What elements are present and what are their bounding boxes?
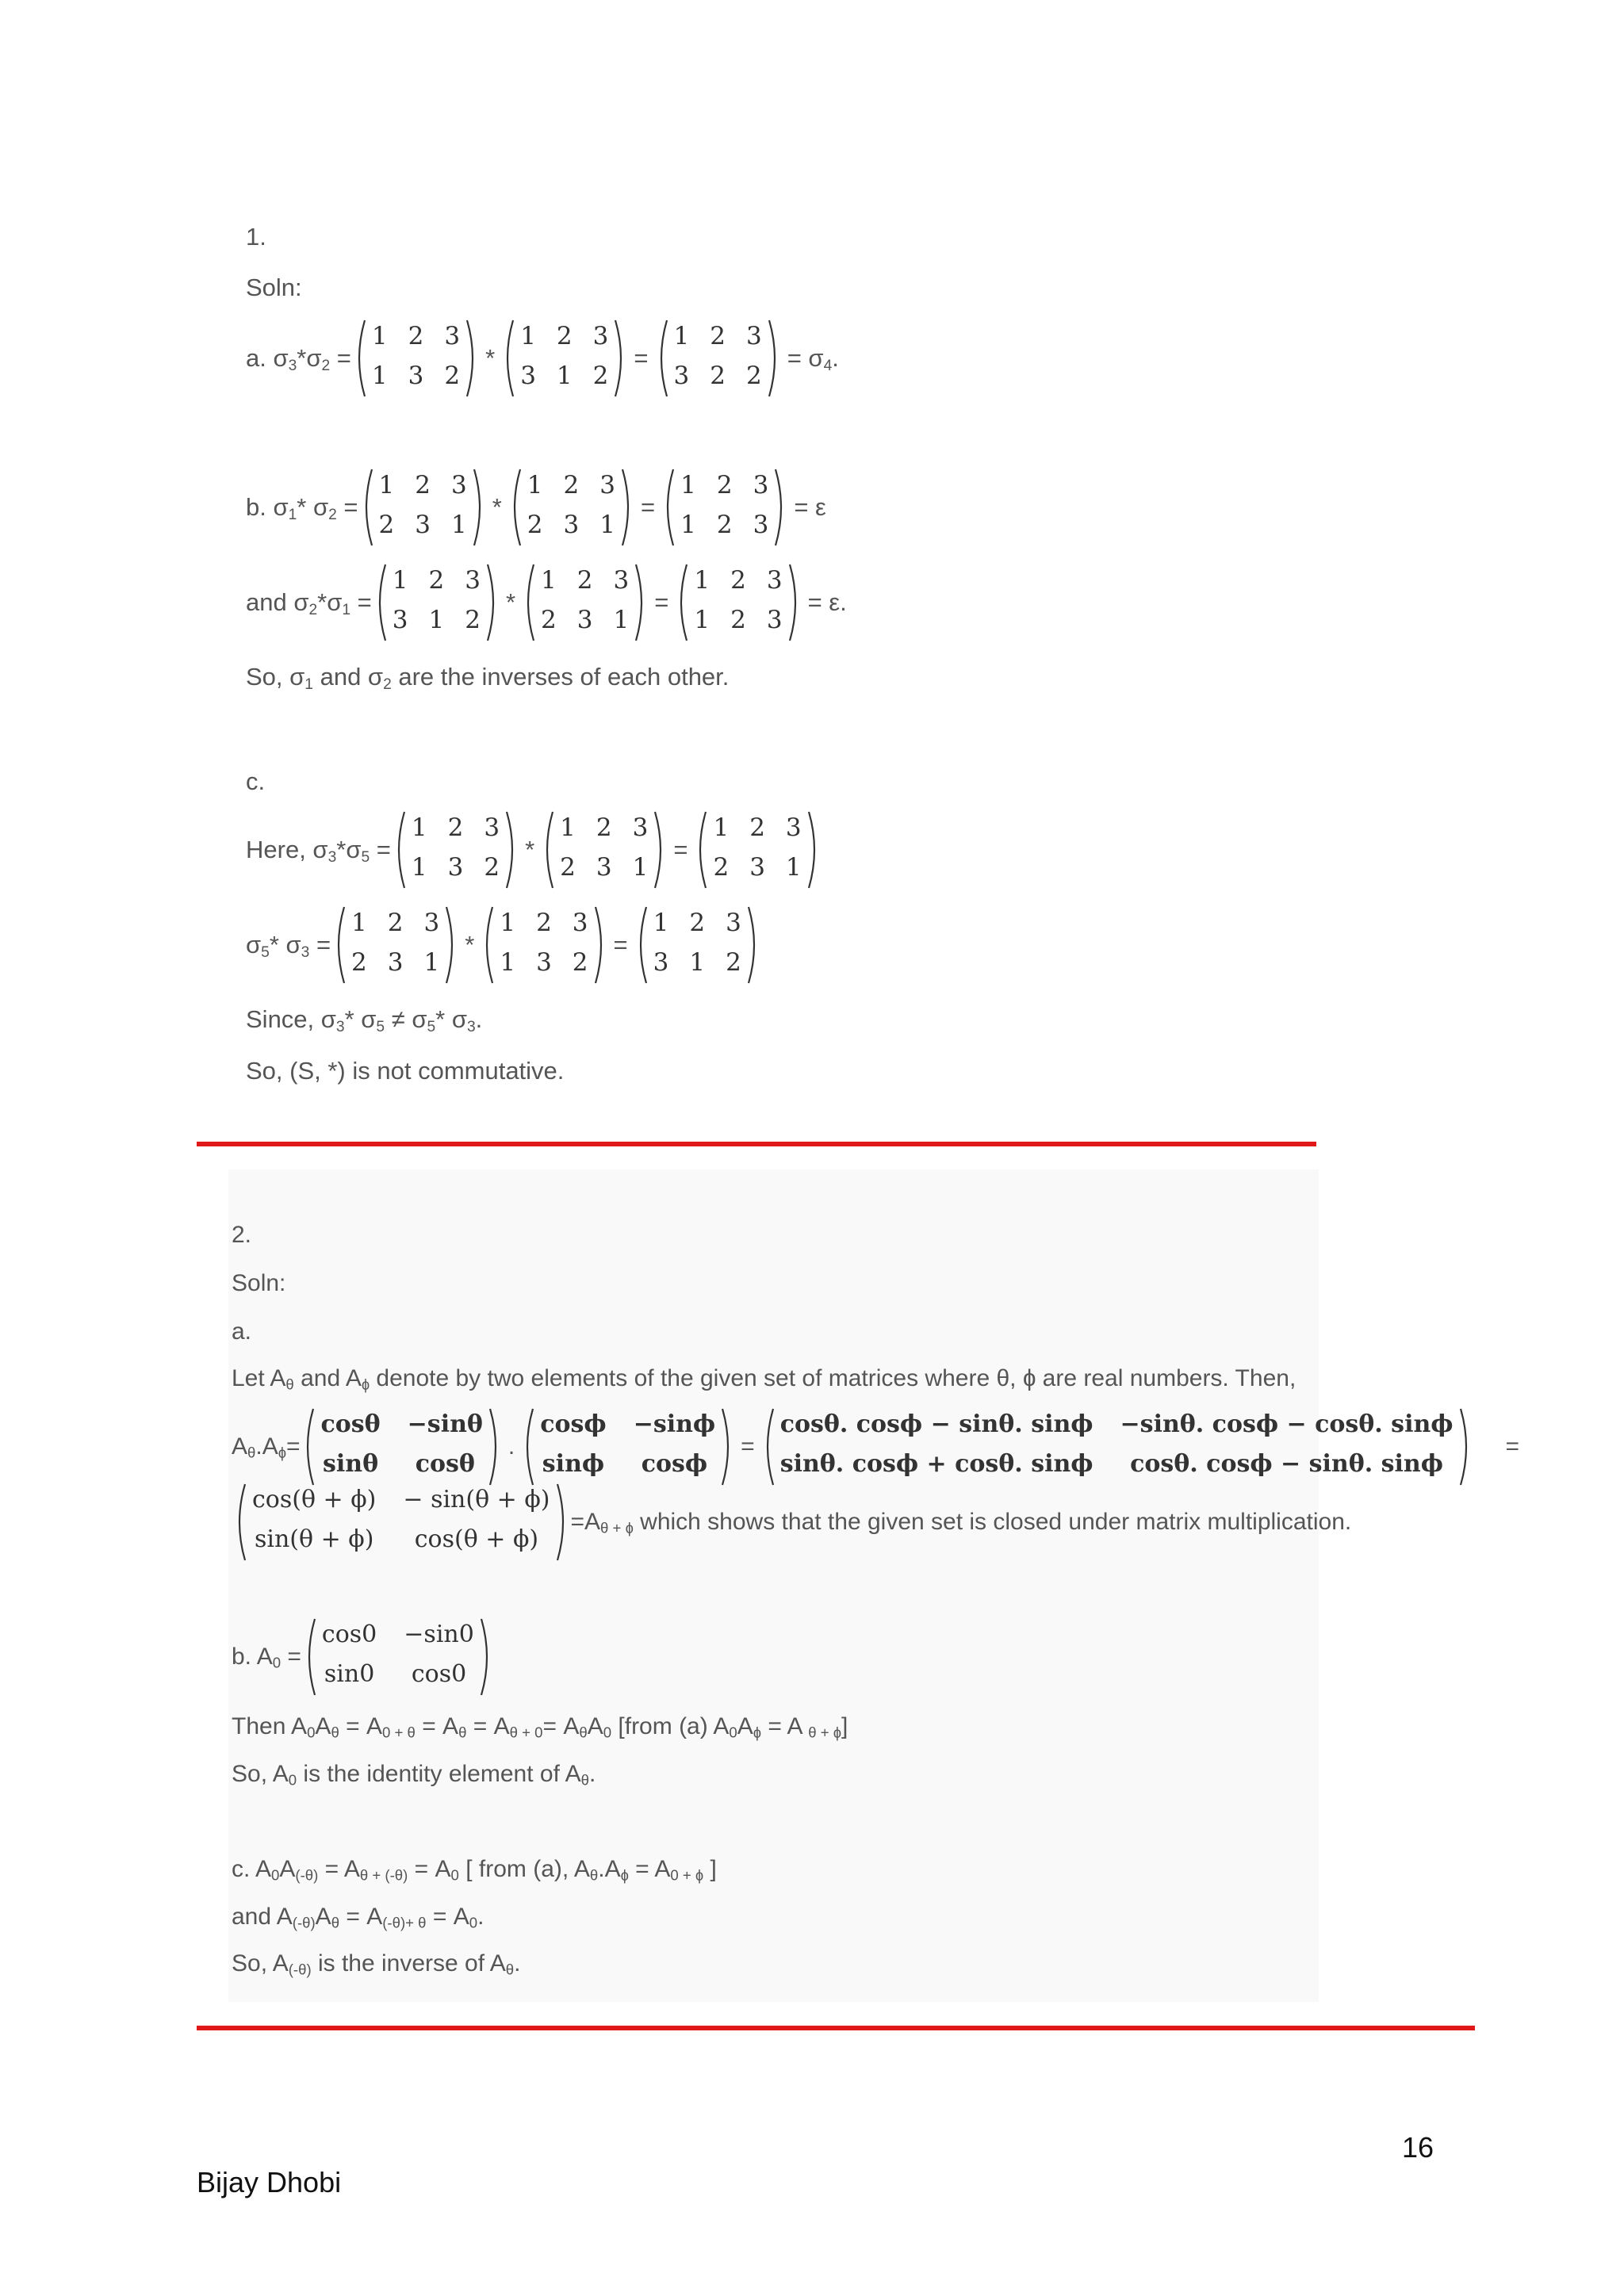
matrix-cell: 3: [450, 471, 467, 499]
matrix-cell: 3: [753, 471, 769, 499]
matrix-cell: cosθ. cosϕ − sinθ. sinϕ: [1130, 1450, 1443, 1478]
author-name: Bijay Dhobi: [197, 2166, 342, 2198]
bottom-rule: [197, 2026, 1475, 2030]
matrix-entries: [316, 1407, 487, 1487]
matrix: [501, 319, 627, 398]
matrix-cell: 1: [613, 606, 630, 634]
matrix-entries: [535, 1407, 720, 1487]
problem1-number: 1.: [246, 223, 266, 251]
matrix-cell: 3: [465, 566, 481, 595]
left-paren: [481, 905, 495, 985]
matrix-cell: cosθ: [320, 1410, 381, 1438]
eq-1c-first: [246, 810, 822, 890]
matrix-cell: 3: [444, 322, 461, 350]
matrix-cell: 2: [689, 909, 706, 937]
matrix-cell: 3: [673, 362, 690, 390]
matrix-cell: 2: [560, 853, 576, 882]
matrix: [694, 810, 820, 890]
matrix-cell: 1: [371, 362, 388, 390]
right-paren: [746, 905, 760, 985]
matrix-cell: sin(θ + ϕ): [254, 1525, 374, 1553]
matrix-cell: 1: [527, 471, 543, 499]
matrix-cell: sinϕ: [542, 1450, 605, 1478]
left-paren: [675, 563, 689, 642]
matrix-cell: 3: [653, 948, 669, 977]
left-paren: [360, 468, 374, 547]
problem2-intro: Let $A_\theta$ and $A_ɸ$ denote by two elements of the given set of matrices where θ, ɸ are real numbers. Then,: [232, 1365, 1297, 1393]
matrix-entries: [515, 319, 613, 398]
left-paren: [761, 1407, 776, 1487]
matrix-cell: sinθ. cosϕ + cosθ. sinϕ: [779, 1450, 1094, 1478]
matrix-cell: 3: [572, 909, 588, 937]
left-paren: [233, 1483, 247, 1562]
matrix-cell: sin0: [324, 1660, 375, 1688]
closure-text: $=A_{\theta + ɸ}$ which shows that the given set is closed under matrix multiplication.: [570, 1509, 1352, 1536]
matrix-cell: 3: [484, 813, 500, 842]
eq-1a: [246, 319, 844, 398]
matrix-entries: [676, 468, 773, 547]
matrix-cell: 2: [527, 511, 543, 539]
problem2-soln: Soln:: [232, 1270, 286, 1296]
matrix-cell: 2: [428, 566, 445, 595]
matrix: [661, 468, 787, 547]
matrix-cell: 2: [726, 948, 741, 977]
eq-1c-first-lhs: Here, $\sigma_3*\sigma_5$ =: [246, 836, 391, 866]
matrix: [360, 468, 486, 547]
matrix-cell: 3: [387, 948, 404, 977]
matrix-cell: 1: [673, 322, 690, 350]
matrix-cell: 3: [536, 948, 552, 977]
matrix-cell: 3: [785, 813, 802, 842]
right-paren: [620, 468, 634, 547]
matrix-cell: cos(θ + ϕ): [252, 1486, 377, 1513]
matrix-cell: 3: [766, 566, 783, 595]
matrix-entries: [388, 563, 485, 642]
left-paren: [301, 1407, 316, 1487]
left-paren: [303, 1617, 317, 1697]
right-paren: [773, 468, 787, 547]
matrix: [301, 1407, 501, 1487]
matrix-cell: 3: [753, 511, 769, 539]
matrix-entries: [536, 563, 634, 642]
problem1-c-label: c.: [246, 767, 266, 795]
matrix-cell: 1: [689, 948, 706, 977]
matrix-cell: 1: [556, 362, 573, 390]
matrix-cell: 2: [716, 471, 733, 499]
matrix-cell: −sinθ. cosϕ − cosθ. sinϕ: [1120, 1410, 1454, 1438]
matrix: [522, 563, 648, 642]
matrix-cell: 2: [351, 948, 367, 977]
matrix-cell: 2: [592, 362, 609, 390]
matrix: [634, 905, 760, 985]
matrix-cell: 3: [599, 471, 615, 499]
left-paren: [373, 563, 388, 642]
matrix-cell: 3: [563, 511, 580, 539]
matrix-cell: 3: [596, 853, 612, 882]
left-paren: [541, 810, 555, 890]
matrix-cell: 2: [541, 606, 557, 634]
left-paren: [521, 1407, 535, 1487]
matrix-cell: 2: [749, 813, 765, 842]
matrix-cell: 2: [387, 909, 404, 937]
matrix-cell: 2: [563, 471, 580, 499]
equals-sign: =: [654, 588, 669, 616]
matrix-entries: [317, 1617, 479, 1697]
left-paren: [522, 563, 536, 642]
matrix-cell: 1: [520, 322, 536, 350]
right-paren: [504, 810, 519, 890]
eq-1c-second-lhs: $\sigma_5*$ $\sigma_3$ =: [246, 931, 331, 961]
times-sign: *: [525, 836, 535, 863]
problem1-conclusion: So, (S, *) is not commutative.: [246, 1057, 565, 1085]
matrix-cell: cos0: [411, 1660, 467, 1688]
matrix-cell: 1: [411, 853, 427, 882]
matrix-entries: [374, 468, 472, 547]
right-paren: [488, 1407, 502, 1487]
times-sign: *: [505, 588, 516, 616]
eq-1b-first-rhs: = ε: [794, 493, 826, 521]
problem2-c-second: and $A_{(-\theta)}A_\theta = A_{(-\theta)+ \theta} = A_0$.: [232, 1904, 485, 1931]
matrix-cell: 1: [500, 948, 516, 977]
matrix-cell: 3: [392, 606, 408, 634]
matrix-cell: cos0: [321, 1621, 377, 1648]
matrix-cell: 1: [371, 322, 388, 350]
page-number: 16: [1402, 2131, 1434, 2164]
matrix-cell: 1: [560, 813, 576, 842]
matrix-cell: 2: [710, 362, 726, 390]
matrix-entries: [407, 810, 504, 890]
equals-sign: =: [613, 931, 628, 959]
matrix-entries: [495, 905, 592, 985]
matrix-cell: 1: [351, 909, 367, 937]
matrix-cell: 1: [713, 813, 730, 842]
matrix-cell: 2: [447, 813, 464, 842]
right-paren: [634, 563, 648, 642]
problem1-since: Since, $\sigma_3*$ $\sigma_5 \ne \sigma_5*$ $\sigma_3$.: [246, 1005, 483, 1035]
matrix-cell: 1: [785, 853, 802, 882]
matrix-cell: 1: [450, 511, 467, 539]
matrix-cell: 1: [632, 853, 649, 882]
left-paren: [501, 319, 515, 398]
eq-2b-lhs: b. $A_0$ =: [232, 1644, 301, 1671]
matrix-cell: 3: [415, 511, 431, 539]
problem2-b-conclusion: So, $A_0$ is the identity element of $A_\theta$.: [232, 1761, 596, 1789]
matrix-cell: 2: [713, 853, 730, 882]
matrix-cell: 3: [745, 322, 762, 350]
eq-1b-first: [246, 468, 831, 547]
matrix-cell: 1: [378, 471, 395, 499]
matrix-cell: 1: [694, 566, 710, 595]
problem1-b-conclusion: So, $\sigma_1$ and $\sigma_2$ are the inverses of each other.: [246, 663, 730, 693]
left-paren: [353, 319, 367, 398]
matrix: [508, 468, 634, 547]
matrix-cell: 1: [680, 511, 696, 539]
problem2-number: 2.: [232, 1222, 252, 1248]
dot-sign: .: [508, 1433, 515, 1460]
matrix-cell: 2: [745, 362, 762, 390]
matrix-cell: cosθ: [415, 1450, 475, 1478]
matrix: [655, 319, 781, 398]
times-sign: *: [492, 493, 502, 521]
eq-1b-second-lhs: and $\sigma_2*\sigma_1$ =: [246, 588, 372, 618]
matrix-cell: cos(θ + ϕ): [414, 1525, 539, 1553]
matrix-cell: 1: [653, 909, 669, 937]
matrix-cell: 3: [632, 813, 649, 842]
matrix-entries: [367, 319, 465, 398]
matrix-cell: 2: [408, 322, 424, 350]
eq-1b-second-rhs: = ε.: [807, 588, 847, 616]
divider-rule: [197, 1142, 1316, 1146]
matrix-cell: 3: [520, 362, 536, 390]
matrix-cell: −sinθ: [407, 1410, 483, 1438]
matrix: [521, 1407, 734, 1487]
times-sign: *: [485, 344, 496, 372]
eq-2a-closure: [232, 1483, 1351, 1562]
eq-1a-lhs: a. $\sigma_3*\sigma_2$ =: [246, 344, 351, 374]
matrix-cell: 2: [536, 909, 552, 937]
matrix-cell: 2: [378, 511, 395, 539]
eq-1b-second: [246, 563, 852, 642]
matrix-cell: cosθ. cosϕ − sinθ. sinϕ: [779, 1410, 1094, 1438]
equals-sign: =: [1505, 1433, 1520, 1460]
matrix-cell: 3: [592, 322, 609, 350]
problem2-b-then: Then $A_0A_\theta = A_{0 + \theta} = A_\theta = A_{\theta + 0}= A_\theta A_0$ [from (a) $A_0A_ɸ = A$ $_{\theta + ɸ}$]: [232, 1713, 848, 1741]
eq-1a-rhs: = $\sigma_4$.: [787, 344, 839, 374]
equals-sign: =: [641, 493, 656, 521]
matrix-entries: [347, 905, 444, 985]
right-paren: [593, 905, 607, 985]
matrix-cell: 1: [500, 909, 516, 937]
equals-sign: =: [741, 1433, 755, 1460]
eq-1b-first-lhs: b. $\sigma_1*$ $\sigma_2$ =: [246, 493, 358, 523]
right-paren: [444, 905, 458, 985]
left-paren: [393, 810, 407, 890]
matrix-cell: 2: [710, 322, 726, 350]
left-paren: [634, 905, 649, 985]
matrix-cell: 2: [484, 853, 500, 882]
right-paren: [1458, 1407, 1473, 1487]
matrix-cell: 2: [465, 606, 481, 634]
right-paren: [720, 1407, 734, 1487]
problem1-soln: Soln:: [246, 274, 302, 301]
matrix-cell: −sinϕ: [633, 1410, 716, 1438]
matrix-cell: 1: [694, 606, 710, 634]
matrix-cell: 1: [541, 566, 557, 595]
matrix-entries: [689, 563, 787, 642]
problem2-c-first: c. $A_0A_{(-\theta)} = A_{\theta + (-\theta)} = A_0$ [ from (a), $A_\theta.A_ɸ = A_{0 + ɸ}$ ]: [232, 1856, 717, 1884]
matrix-cell: 1: [392, 566, 408, 595]
matrix-cell: 1: [428, 606, 445, 634]
left-paren: [661, 468, 676, 547]
right-paren: [485, 563, 500, 642]
matrix-cell: 2: [596, 813, 612, 842]
problem2-a-label: a.: [232, 1318, 252, 1345]
matrix-entries: [649, 905, 746, 985]
problem2-c-conclusion: So, $A_{(-\theta)}$ is the inverse of $A_\theta$.: [232, 1950, 521, 1978]
matrix-cell: − sin(θ + ϕ): [403, 1486, 550, 1513]
matrix-cell: sinθ: [323, 1450, 379, 1478]
eq-1c-second: [246, 905, 762, 985]
matrix: [373, 563, 500, 642]
right-paren: [465, 319, 479, 398]
matrix-entries: [708, 810, 806, 890]
matrix: [233, 1483, 569, 1562]
matrix-cell: 2: [730, 606, 746, 634]
matrix-cell: 3: [576, 606, 593, 634]
equals-sign: =: [673, 836, 688, 863]
right-paren: [787, 563, 802, 642]
right-paren: [653, 810, 667, 890]
matrix-entries: [669, 319, 767, 398]
left-paren: [332, 905, 347, 985]
matrix-cell: 2: [730, 566, 746, 595]
matrix-entries: [555, 810, 653, 890]
matrix: [353, 319, 479, 398]
matrix-cell: 3: [613, 566, 630, 595]
matrix-cell: cosϕ: [641, 1450, 708, 1478]
matrix-cell: 1: [599, 511, 615, 539]
matrix: [332, 905, 458, 985]
matrix-cell: 3: [423, 909, 440, 937]
matrix-cell: 3: [749, 853, 765, 882]
matrix: [303, 1617, 493, 1697]
matrix-cell: 2: [444, 362, 461, 390]
matrix-entries: [776, 1407, 1458, 1487]
matrix-cell: 1: [411, 813, 427, 842]
matrix-cell: 3: [726, 909, 741, 937]
matrix-cell: 2: [556, 322, 573, 350]
matrix: [541, 810, 667, 890]
times-sign: *: [465, 931, 475, 959]
matrix-cell: 3: [766, 606, 783, 634]
right-paren: [613, 319, 627, 398]
matrix: [393, 810, 519, 890]
matrix-cell: 1: [680, 471, 696, 499]
matrix-cell: 2: [572, 948, 588, 977]
matrix-cell: −sin0: [404, 1621, 474, 1648]
matrix-cell: 3: [408, 362, 424, 390]
left-paren: [508, 468, 523, 547]
right-paren: [479, 1617, 493, 1697]
matrix-cell: 3: [447, 853, 464, 882]
matrix-cell: 2: [716, 511, 733, 539]
matrix-entries: [523, 468, 620, 547]
eq-2a-product: [232, 1407, 1524, 1487]
matrix-cell: 1: [423, 948, 440, 977]
matrix: [481, 905, 607, 985]
matrix: [761, 1407, 1473, 1487]
left-paren: [694, 810, 708, 890]
eq-2b: [232, 1617, 495, 1697]
right-paren: [555, 1483, 569, 1562]
matrix-cell: 2: [415, 471, 431, 499]
right-paren: [806, 810, 821, 890]
eq-2a-lhs: $A_\theta.A_ɸ=$: [232, 1433, 301, 1461]
right-paren: [472, 468, 486, 547]
matrix: [675, 563, 801, 642]
matrix-entries: [247, 1483, 555, 1562]
equals-sign: =: [634, 344, 649, 372]
left-paren: [655, 319, 669, 398]
matrix-cell: 2: [576, 566, 593, 595]
matrix-cell: cosϕ: [540, 1410, 607, 1438]
right-paren: [767, 319, 781, 398]
